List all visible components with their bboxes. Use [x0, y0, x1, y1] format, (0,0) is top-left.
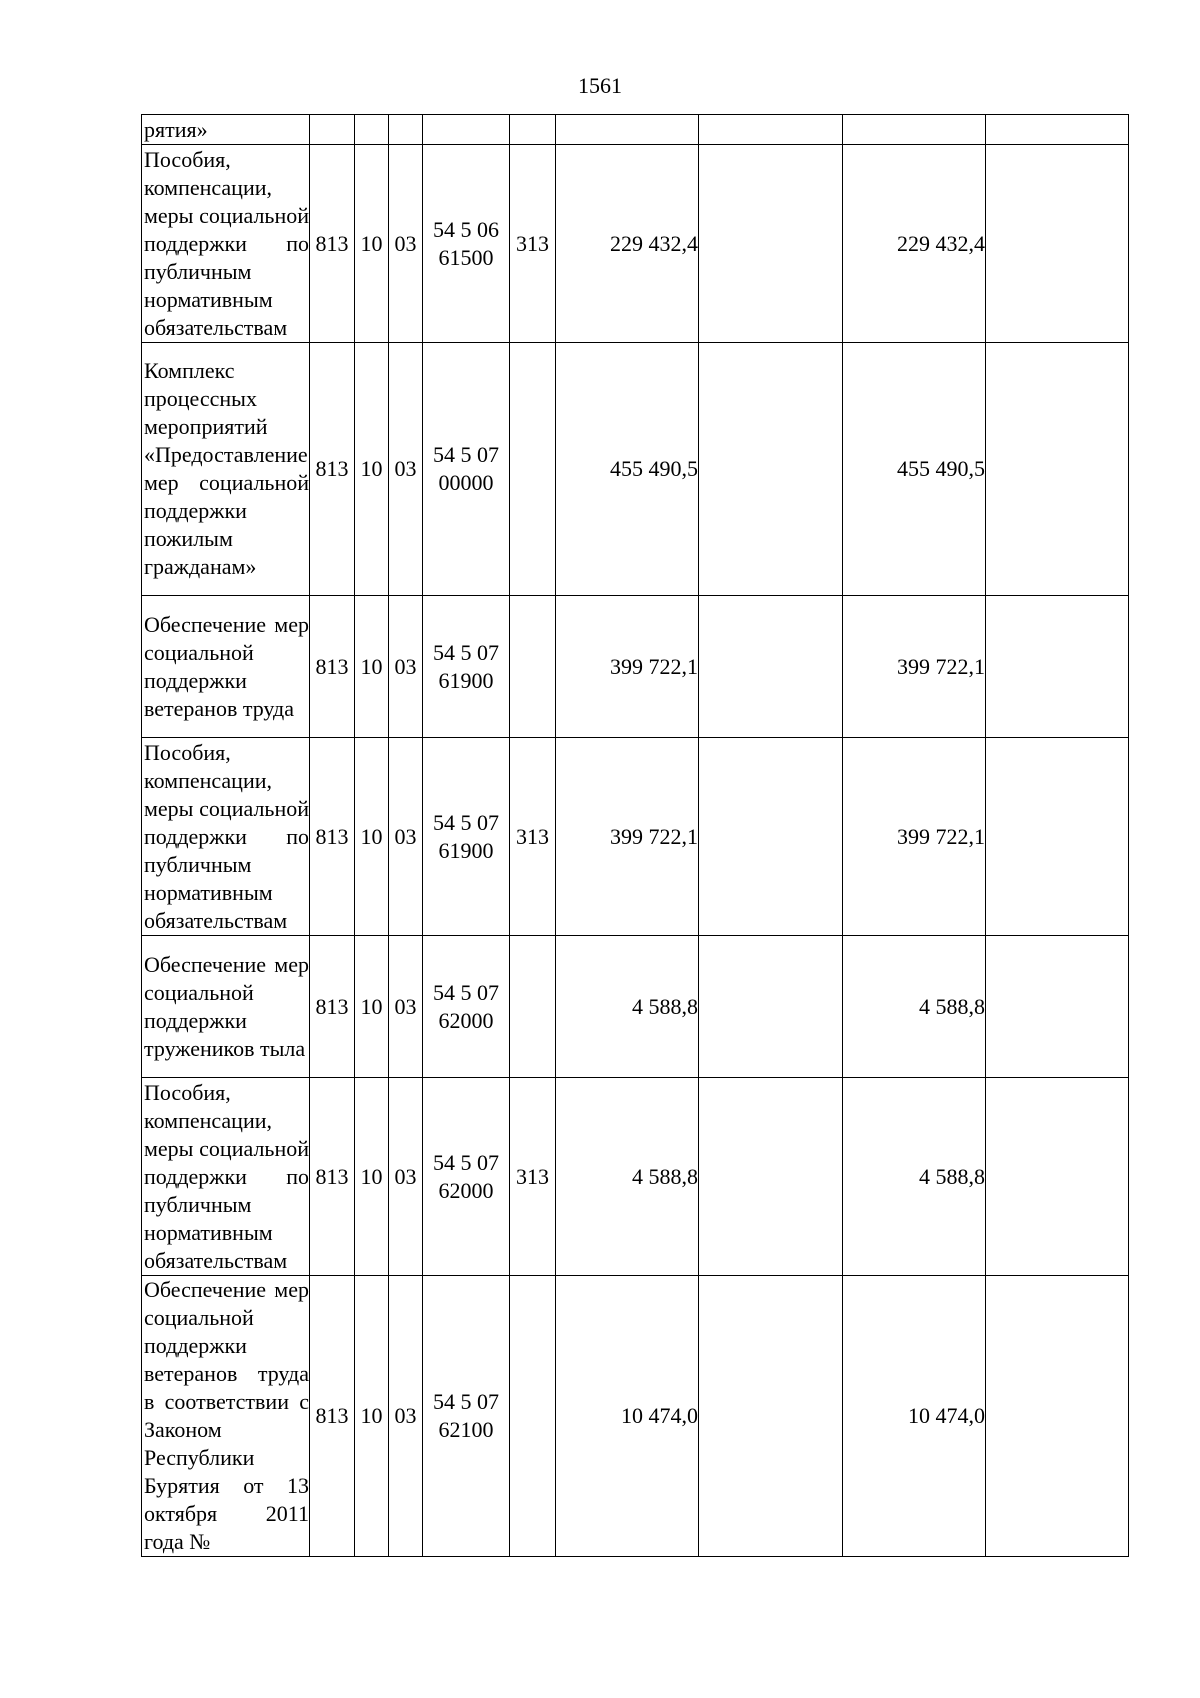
empty-last-cell	[986, 1078, 1129, 1276]
row-name: рятия»	[142, 115, 310, 145]
subsection-code: 03	[389, 1078, 423, 1276]
empty-amount-cell	[699, 596, 843, 738]
subsection-code: 03	[389, 145, 423, 343]
table-row	[142, 596, 1129, 738]
section-code	[355, 115, 389, 145]
subsection-code: 03	[389, 596, 423, 738]
page-number: 1561	[578, 73, 622, 98]
table-row	[142, 738, 1129, 936]
row-name: Обеспечение мер социальной поддержки ветеранов труда	[142, 596, 310, 738]
table-body	[142, 115, 1129, 1557]
target-article-code	[423, 1078, 510, 1276]
empty-amount-cell	[699, 738, 843, 936]
empty-last-cell	[986, 115, 1129, 145]
target-article-line1: 54 5 07	[433, 442, 499, 467]
amount-total-cell	[843, 115, 986, 145]
empty-last-cell	[986, 738, 1129, 936]
ministry-code: 813	[310, 343, 355, 596]
subsection-code	[389, 115, 423, 145]
table-row	[142, 1078, 1129, 1276]
target-article-line1: 54 5 07	[433, 809, 499, 835]
subsection-code: 03	[389, 738, 423, 936]
empty-last-cell	[986, 936, 1129, 1078]
table-row	[142, 1276, 1129, 1557]
ministry-code: 813	[310, 1078, 355, 1276]
amount-cell	[556, 115, 699, 145]
section-code: 10	[355, 596, 389, 738]
amount-total-cell: 229 432,4	[843, 145, 986, 343]
expense-type-code	[510, 343, 556, 596]
section-code: 10	[355, 1078, 389, 1276]
empty-amount-cell	[699, 936, 843, 1078]
row-name: Пособия, компенсации, меры социальной поддержки по публичным нормативным обязательствам	[142, 738, 310, 936]
section-code: 10	[355, 343, 389, 596]
empty-amount-cell	[699, 1276, 843, 1557]
amount-total-cell: 10 474,0	[843, 1276, 986, 1557]
section-code: 10	[355, 145, 389, 343]
empty-amount-cell	[699, 1078, 843, 1276]
amount-cell: 4 588,8	[556, 1078, 699, 1276]
ministry-code	[310, 115, 355, 145]
subsection-code: 03	[389, 343, 423, 596]
expense-type-code	[510, 115, 556, 145]
target-article-line2: 00000	[438, 470, 494, 495]
ministry-code: 813	[310, 1276, 355, 1557]
ministry-code: 813	[310, 738, 355, 936]
section-code: 10	[355, 738, 389, 936]
target-article-code	[423, 596, 510, 738]
target-article-line1: 54 5 07	[433, 639, 499, 665]
target-article-code	[423, 738, 510, 936]
expense-type-code	[510, 1276, 556, 1557]
amount-cell: 455 490,5	[556, 343, 699, 596]
amount-total-cell: 455 490,5	[843, 343, 986, 596]
row-name: Пособия, компенсации, меры социальной поддержки по публичным нормативным обязательствам	[142, 1078, 310, 1276]
amount-cell: 4 588,8	[556, 936, 699, 1078]
expense-type-code	[510, 596, 556, 738]
empty-last-cell	[986, 1276, 1129, 1557]
row-name: Комплекс процессных мероприятий «Предоставление мер социальной поддержки пожилым гражданам»	[142, 343, 310, 596]
target-article-line2: 62000	[438, 1007, 494, 1033]
table-row	[142, 936, 1129, 1078]
amount-total-cell: 4 588,8	[843, 1078, 986, 1276]
target-article-code	[423, 343, 510, 596]
empty-amount-cell	[699, 145, 843, 343]
amount-cell: 10 474,0	[556, 1276, 699, 1557]
budget-table	[141, 114, 1129, 1557]
target-article-line2: 61900	[438, 837, 494, 863]
section-code: 10	[355, 1276, 389, 1557]
expense-type-code: 313	[510, 1078, 556, 1276]
target-article-line2: 61500	[438, 244, 494, 270]
empty-last-cell	[986, 596, 1129, 738]
empty-amount-cell	[699, 343, 843, 596]
section-code: 10	[355, 936, 389, 1078]
target-article-code	[423, 115, 510, 145]
table-row	[142, 343, 1129, 596]
subsection-code: 03	[389, 936, 423, 1078]
empty-last-cell	[986, 343, 1129, 596]
target-article-line2: 61900	[438, 667, 494, 693]
target-article-line1: 54 5 06	[433, 216, 499, 242]
table-row	[142, 115, 1129, 145]
ministry-code: 813	[310, 145, 355, 343]
target-article-line1: 54 5 07	[433, 1149, 499, 1175]
target-article-code	[423, 936, 510, 1078]
amount-total-cell: 4 588,8	[843, 936, 986, 1078]
target-article-code	[423, 1276, 510, 1557]
amount-total-cell: 399 722,1	[843, 596, 986, 738]
expense-type-code: 313	[510, 145, 556, 343]
amount-cell: 399 722,1	[556, 596, 699, 738]
target-article-line1: 54 5 07	[433, 979, 499, 1005]
empty-amount-cell	[699, 115, 843, 145]
row-name: Обеспечение мер социальной поддержки ветеранов труда в соответствии с Законом Республики Бурятия от 13 октября 2011 года №	[142, 1276, 310, 1557]
expense-type-code	[510, 936, 556, 1078]
empty-last-cell	[986, 145, 1129, 343]
table-row	[142, 145, 1129, 343]
target-article-code	[423, 145, 510, 343]
row-name: Пособия, компенсации, меры социальной поддержки по публичным нормативным обязательствам	[142, 145, 310, 343]
expense-type-code: 313	[510, 738, 556, 936]
target-article-line1: 54 5 07	[433, 1389, 499, 1414]
target-article-line2: 62000	[438, 1177, 494, 1203]
amount-cell: 229 432,4	[556, 145, 699, 343]
row-name: Обеспечение мер социальной поддержки тружеников тыла	[142, 936, 310, 1078]
subsection-code: 03	[389, 1276, 423, 1557]
amount-cell: 399 722,1	[556, 738, 699, 936]
target-article-line2: 62100	[438, 1417, 494, 1442]
ministry-code: 813	[310, 596, 355, 738]
ministry-code: 813	[310, 936, 355, 1078]
amount-total-cell: 399 722,1	[843, 738, 986, 936]
